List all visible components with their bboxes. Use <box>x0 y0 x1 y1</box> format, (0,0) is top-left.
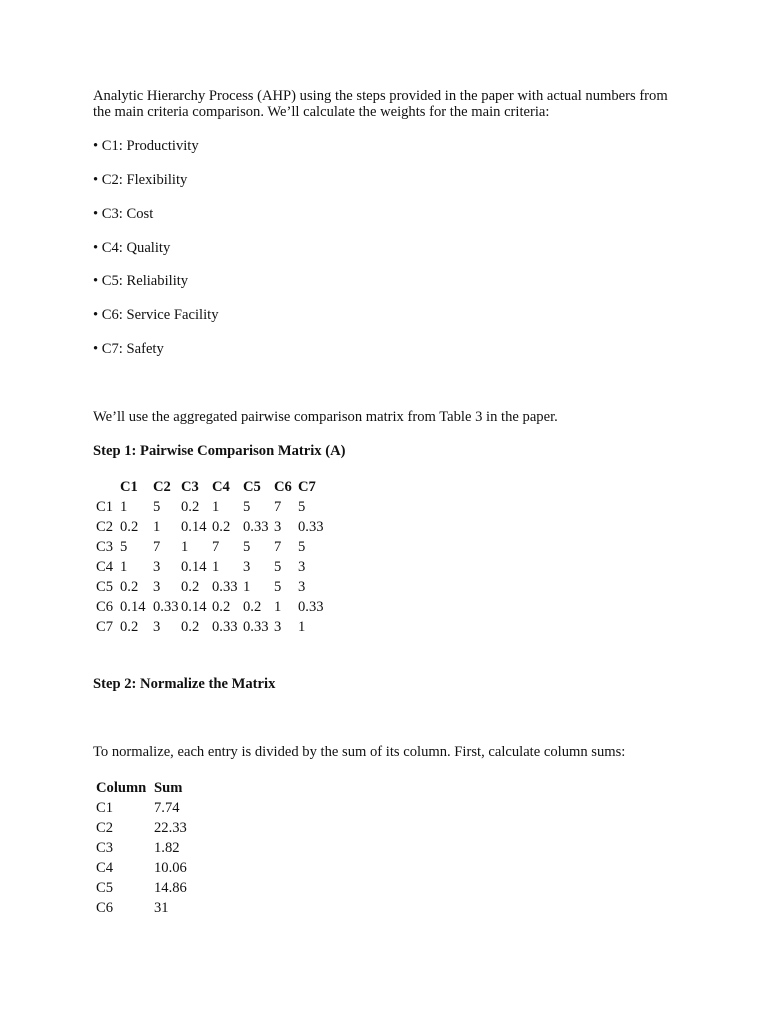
criteria-item: • C7: Safety <box>93 341 164 357</box>
matrix-cell: 3 <box>153 559 161 575</box>
matrix-cell: 0.33 <box>298 519 324 535</box>
criteria-item: • C4: Quality <box>93 240 171 256</box>
matrix-cell: 1 <box>153 519 161 535</box>
matrix-cell: 1 <box>212 499 220 515</box>
matrix-row-label: C5 <box>96 579 114 595</box>
matrix-cell: 0.33 <box>212 579 238 595</box>
matrix-cell: 0.14 <box>181 599 207 615</box>
matrix-cell: 3 <box>298 559 306 575</box>
matrix-cell: 5 <box>274 559 282 575</box>
matrix-header-cell: C5 <box>243 479 261 495</box>
criteria-item: • C3: Cost <box>93 206 154 222</box>
sums-column-label: C4 <box>96 860 114 876</box>
document-page <box>93 88 683 916</box>
matrix-cell: 5 <box>298 539 306 555</box>
matrix-cell: 1 <box>181 539 189 555</box>
matrix-cell: 7 <box>153 539 161 555</box>
matrix-cell: 0.2 <box>181 579 200 595</box>
criteria-item: • C6: Service Facility <box>93 307 219 323</box>
matrix-cell: 3 <box>274 519 282 535</box>
sums-value: 22.33 <box>154 820 187 836</box>
matrix-cell: 0.2 <box>212 599 231 615</box>
matrix-cell: 3 <box>274 619 282 635</box>
matrix-cell: 1 <box>298 619 306 635</box>
table-note: We’ll use the aggregated pairwise comparison matrix from Table 3 in the paper. <box>93 409 558 425</box>
sums-row <box>96 798 204 818</box>
matrix-cell: 1 <box>243 579 251 595</box>
sums-column-label: C1 <box>96 800 114 816</box>
sums-value: 14.86 <box>154 880 187 896</box>
matrix-header-cell: C4 <box>212 479 230 495</box>
sums-row <box>96 878 204 898</box>
matrix-row-label: C2 <box>96 519 114 535</box>
matrix-row <box>96 497 328 517</box>
sums-column-label: C6 <box>96 900 114 916</box>
matrix-row <box>96 597 328 617</box>
sums-column-label: C3 <box>96 840 114 856</box>
matrix-cell: 0.33 <box>212 619 238 635</box>
sums-value: 1.82 <box>154 840 180 856</box>
matrix-cell: 0.2 <box>120 579 139 595</box>
matrix-row-label: C4 <box>96 559 114 575</box>
matrix-cell: 5 <box>153 499 161 515</box>
matrix-cell: 5 <box>120 539 128 555</box>
sums-value: 10.06 <box>154 860 187 876</box>
matrix-cell: 1 <box>212 559 220 575</box>
matrix-cell: 0.33 <box>298 599 324 615</box>
matrix-cell: 0.2 <box>181 499 200 515</box>
matrix-row <box>96 537 328 557</box>
sums-row <box>96 858 204 878</box>
matrix-cell: 3 <box>298 579 306 595</box>
intro-paragraph: Analytic Hierarchy Process (AHP) using the steps provided in the paper with actual numbers from the main criteria comparison. We’ll calculate the weights for the main criteria: <box>93 88 668 120</box>
matrix-cell: 3 <box>153 619 161 635</box>
matrix-header-cell: C7 <box>298 479 316 495</box>
matrix-cell: 0.14 <box>120 599 146 615</box>
matrix-row <box>96 577 328 597</box>
matrix-cell: 1 <box>120 499 128 515</box>
matrix-row-label: C3 <box>96 539 114 555</box>
matrix-row <box>96 517 328 537</box>
matrix-header-cell <box>96 477 120 497</box>
matrix-cell: 5 <box>243 499 251 515</box>
matrix-header-cell: C2 <box>153 479 171 495</box>
step1-heading: Step 1: Pairwise Comparison Matrix (A) <box>93 443 346 459</box>
matrix-row-label: C6 <box>96 599 114 615</box>
matrix-cell: 0.2 <box>243 599 262 615</box>
matrix-cell: 1 <box>274 599 282 615</box>
matrix-row <box>96 617 328 637</box>
matrix-cell: 0.33 <box>243 519 269 535</box>
matrix-cell: 3 <box>243 559 251 575</box>
sums-header-cell: Sum <box>154 780 183 796</box>
matrix-header-cell: C3 <box>181 479 199 495</box>
matrix-cell: 5 <box>298 499 306 515</box>
matrix-header-row <box>96 477 328 497</box>
sums-value: 7.74 <box>154 800 180 816</box>
matrix-cell: 5 <box>274 579 282 595</box>
matrix-header-cell: C1 <box>120 479 138 495</box>
matrix-cell: 0.14 <box>181 519 207 535</box>
matrix-cell: 0.2 <box>120 619 139 635</box>
matrix-cell: 0.2 <box>212 519 231 535</box>
column-sums-table <box>96 778 204 918</box>
matrix-cell: 0.2 <box>181 619 200 635</box>
matrix-header-cell: C6 <box>274 479 292 495</box>
criteria-item: • C2: Flexibility <box>93 172 188 188</box>
sums-row <box>96 818 204 838</box>
matrix-cell: 0.33 <box>243 619 269 635</box>
sums-header-cell: Column <box>96 780 147 796</box>
sums-column-label: C5 <box>96 880 114 896</box>
criteria-item: • C5: Reliability <box>93 273 189 289</box>
matrix-cell: 3 <box>153 579 161 595</box>
sums-value: 31 <box>154 900 169 916</box>
sums-row <box>96 838 204 858</box>
matrix-cell: 7 <box>212 539 220 555</box>
step2-heading: Step 2: Normalize the Matrix <box>93 676 276 692</box>
matrix-cell: 0.33 <box>153 599 179 615</box>
matrix-row-label: C7 <box>96 619 114 635</box>
matrix-row <box>96 557 328 577</box>
pairwise-matrix-table <box>96 477 328 637</box>
matrix-cell: 7 <box>274 539 282 555</box>
matrix-cell: 0.14 <box>181 559 207 575</box>
sums-header-row <box>96 778 204 798</box>
sums-column-label: C2 <box>96 820 114 836</box>
matrix-row-label: C1 <box>96 499 114 515</box>
criteria-item: • C1: Productivity <box>93 138 199 154</box>
matrix-cell: 5 <box>243 539 251 555</box>
sums-row <box>96 898 204 918</box>
step2-description: To normalize, each entry is divided by the sum of its column. First, calculate column sums: <box>93 744 626 760</box>
matrix-cell: 0.2 <box>120 519 139 535</box>
matrix-cell: 7 <box>274 499 282 515</box>
matrix-cell: 1 <box>120 559 128 575</box>
